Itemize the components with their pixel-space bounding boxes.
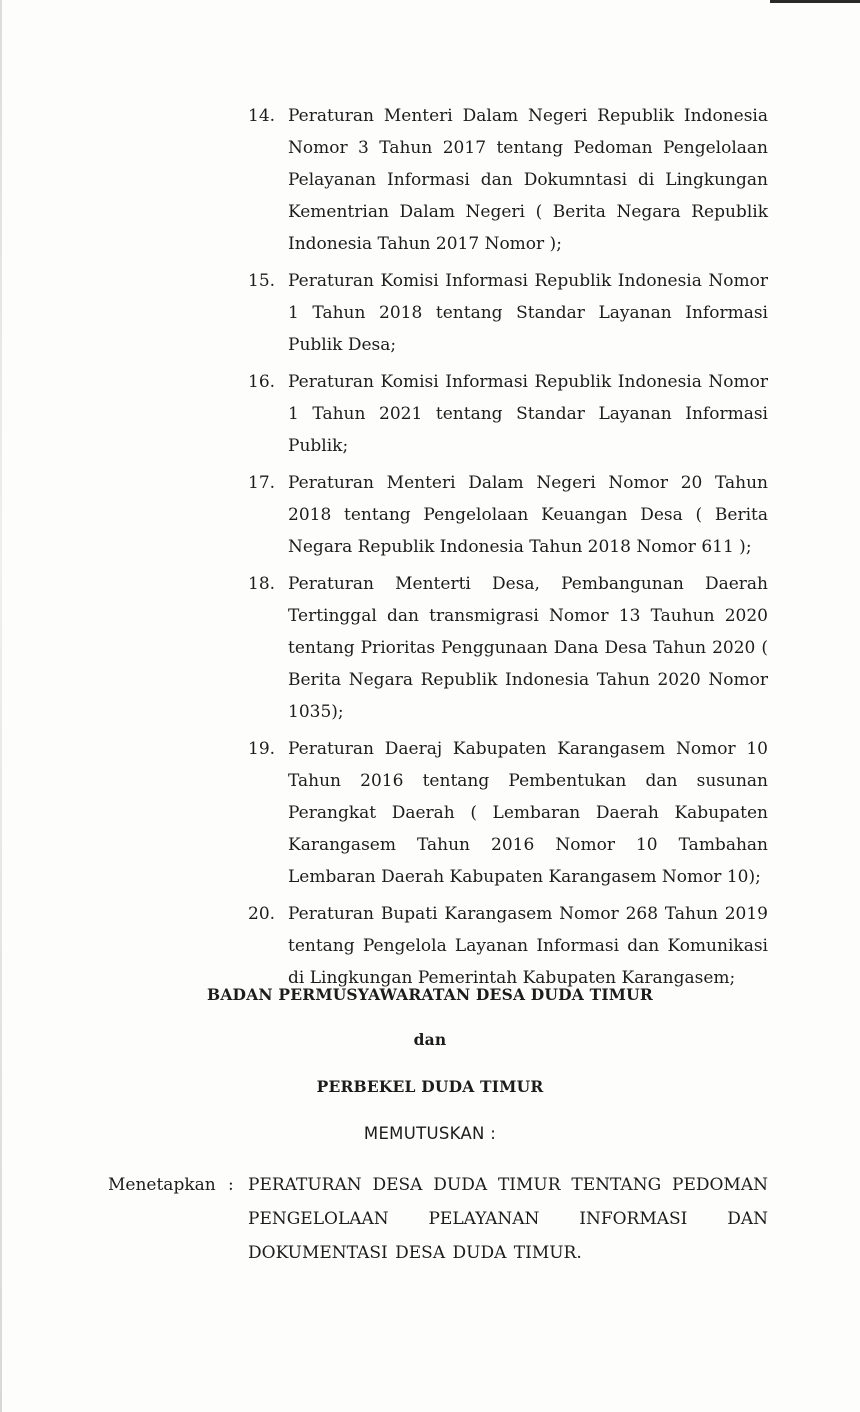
decision-colon: : [228, 1175, 234, 1195]
item-text: Peraturan Bupati Karangasem Nomor 268 Tahun 2019 tentang Pengelola Layanan Informasi dan Komunikasi di Lingkungan Pemerintah Kabupaten Karangasem; [288, 904, 768, 988]
scan-edge-top [770, 0, 860, 3]
list-item [248, 100, 768, 260]
legal-basis-list [248, 100, 768, 999]
item-number: 15. [248, 271, 276, 291]
decision-text: PERATURAN DESA DUDA TIMUR TENTANG PEDOMAN PENGELOLAAN PELAYANAN INFORMASI DAN DOKUMENTASI DESA DUDA TIMUR. [248, 1175, 768, 1263]
item-number: 18. [248, 574, 276, 594]
item-number: 17. [248, 473, 276, 493]
item-text: Peraturan Menteri Dalam Negeri Nomor 20 Tahun 2018 tentang Pengelolaan Keuangan Desa ( Berita Negara Republik Indonesia Tahun 2018 Nomor 611 ); [288, 473, 768, 557]
list-item [248, 265, 768, 361]
item-number: 20. [248, 904, 276, 924]
item-text: Peraturan Menteri Dalam Negeri Republik Indonesia Nomor 3 Tahun 2017 tentang Pedoman Pengelolaan Pelayanan Informasi dan Dokumntasi di Lingkungan Kementrian Dalam Negeri ( Berita Negara Republik Indonesia Tahun 2017 Nomor ); [288, 106, 768, 254]
list-item [248, 366, 768, 462]
decision-block [108, 1168, 768, 1270]
list-item [248, 568, 768, 728]
item-number: 14. [248, 106, 276, 126]
list-item [248, 467, 768, 563]
item-text: Peraturan Komisi Informasi Republik Indonesia Nomor 1 Tahun 2021 tentang Standar Layanan Informasi Publik; [288, 372, 768, 456]
heading-official: PERBEKEL DUDA TIMUR [316, 1077, 544, 1096]
heading-decide: MEMUTUSKAN : [363, 1124, 497, 1143]
list-item [248, 898, 768, 994]
heading-conjunction: dan [413, 1030, 447, 1049]
decision-label: Menetapkan [108, 1175, 216, 1195]
list-item [248, 733, 768, 893]
item-text: Peraturan Menterti Desa, Pembangunan Daerah Tertinggal dan transmigrasi Nomor 13 Tauhun 2020 tentang Prioritas Penggunaan Dana Desa Tahun 2020 ( Berita Negara Republik Indonesia Tahun 2020 Nomor 1035); [288, 574, 768, 722]
item-text: Peraturan Daeraj Kabupaten Karangasem Nomor 10 Tahun 2016 tentang Pembentukan dan susunan Perangkat Daerah ( Lembaran Daerah Kabupaten Karangasem Tahun 2016 Nomor 10 Tambahan Lembaran Daerah Kabupaten Karangasem Nomor 10); [288, 739, 768, 887]
heading-body-name: BADAN PERMUSYAWARATAN DESA DUDA TIMUR [207, 985, 653, 1004]
scan-edge-left [0, 0, 2, 1412]
item-number: 19. [248, 739, 276, 759]
item-text: Peraturan Komisi Informasi Republik Indonesia Nomor 1 Tahun 2018 tentang Standar Layanan Informasi Publik Desa; [288, 271, 768, 355]
item-number: 16. [248, 372, 276, 392]
